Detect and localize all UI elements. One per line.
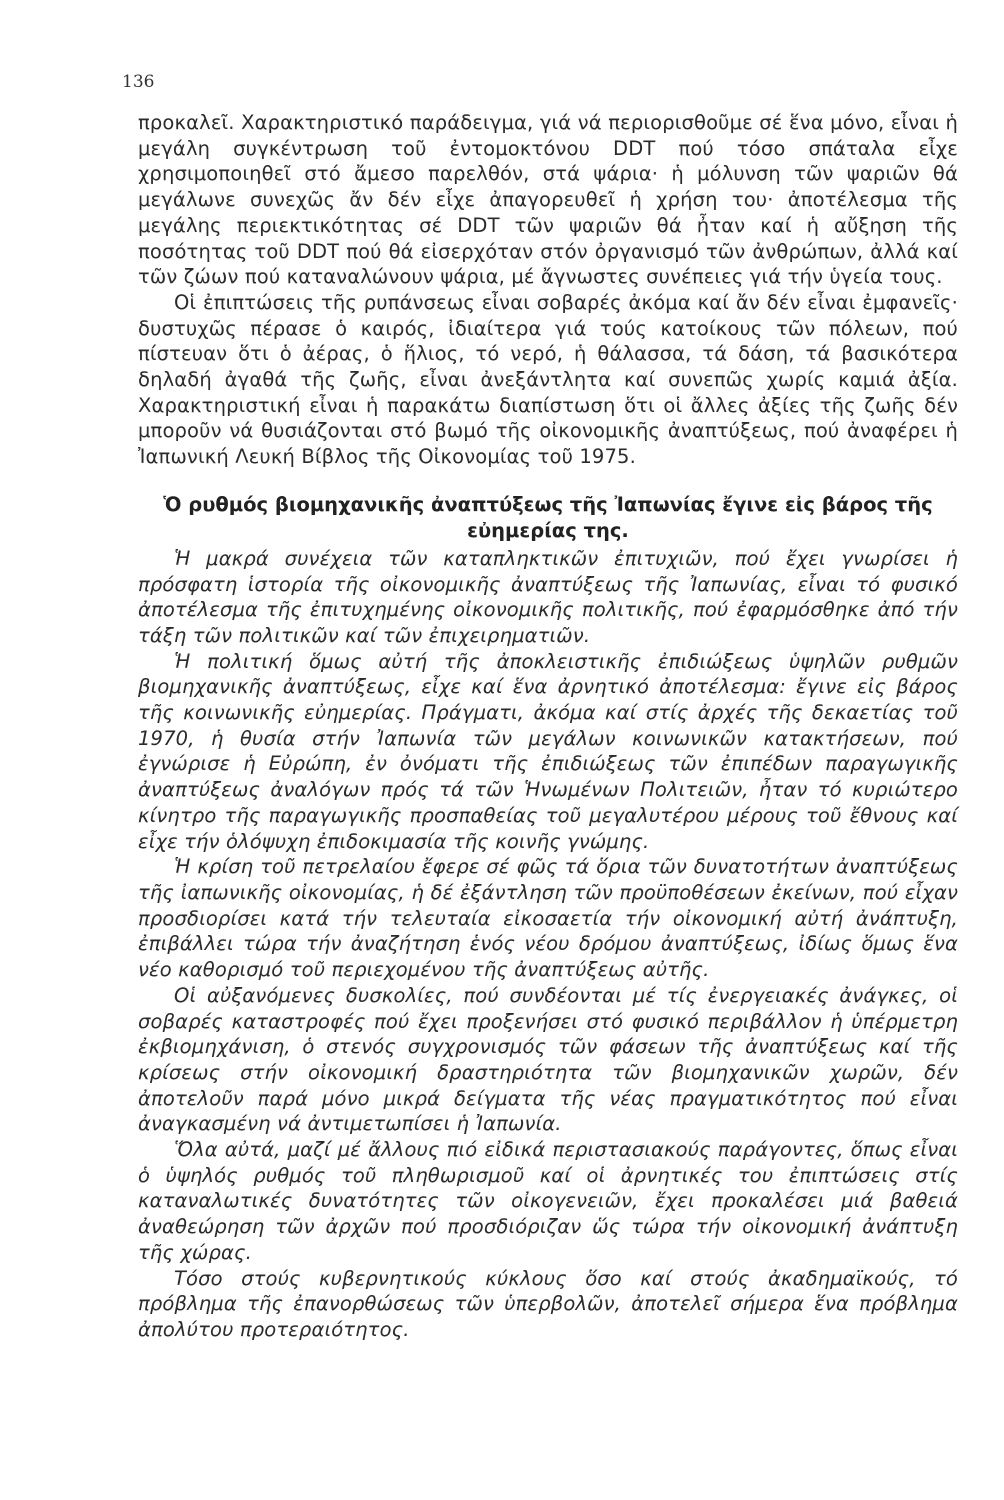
page-body (138, 110, 958, 1343)
quoted-paragraph: Ἡ μακρά συνέχεια τῶν καταπληκτικῶν ἐπιτυχιῶν, πού ἔχει γνωρίσει ἡ πρόσφατη ἱστορία τῆς οἰκονομικῆς ἀναπτύξεως τῆς Ἰαπωνίας, εἶναι τό φυσικό ἀποτέλεσμα τῆς ἐπιτυχημένης οἰκονομικῆς πολιτικῆς, πού ἐφαρμόσθηκε ἀπό τήν τάξη τῶν πολιτικῶν καί τῶν ἐπιχειρηματιῶν. (138, 546, 958, 647)
body-paragraph: Οἱ ἐπιπτώσεις τῆς ρυπάνσεως εἶναι σοβαρές ἀκόμα καί ἄν δέν εἶναι ἐμφανεῖς· δυστυχῶς πέρασε ὁ καιρός, ἰδιαίτερα γιά τούς κατοίκους τῶν πόλεων, πού πίστευαν ὅτι ὁ ἀέρας, ὁ ἥλιος, τό νερό, ἡ θάλασσα, τά δάση, τά βασικότερα δηλαδή ἀγαθά τῆς ζωῆς, εἶναι ἀνεξάντλητα καί συνεπῶς χωρίς καμιά ἀξία. Χαρακτηριστική εἶναι ἡ παρακάτω διαπίστωση ὅτι οἱ ἄλλες ἀξίες τῆς ζωῆς δέν μποροῦν νά θυσιάζονται στό βωμό τῆς οἰκονομικῆς ἀναπτύξεως, πού ἀναφέρει ἡ Ἰαπωνική Λευκή Βίβλος τῆς Οἰκονομίας τοῦ 1975. (138, 290, 958, 469)
quoted-paragraph: Τόσο στούς κυβερνητικούς κύκλους ὅσο καί στούς ἀκαδημαϊκούς, τό πρόβλημα τῆς ἐπανορθώσεως τῶν ὑπερβολῶν, ἀποτελεῖ σήμερα ἕνα πρόβλημα ἀπολύτου προτεραιότητος. (138, 1266, 958, 1341)
body-paragraph: προκαλεῖ. Χαρακτηριστικό παράδειγμα, γιά νά περιορισθοῦμε σέ ἕνα μόνο, εἶναι ἡ μεγάλη συγκέντρωση τοῦ ἐντομοκτόνου DDT πού τόσο σπάταλα εἶχε χρησιμοποιηθεῖ στό ἄμεσο παρελθόν, στά ψάρια· ἡ μόλυνση τῶν ψαριῶν θά μεγάλωνε συνεχῶς ἄν δέν εἶχε ἀπαγορευθεῖ ἡ χρήση του· ἀποτέλεσμα τῆς μεγάλης περιεκτικότητας σέ DDT τῶν ψαριῶν θά ἦταν καί ἡ αὔξηση τῆς ποσότητας τοῦ DDT πού θά εἰσερχόταν στόν ὀργανισμό τῶν ἀνθρώπων, ἀλλά καί τῶν ζώων πού καταναλώνουν ψάρια, μέ ἄγνωστες συνέπειες γιά τήν ὑγεία τους. (138, 111, 958, 289)
page-number: 136 (122, 72, 155, 92)
quoted-paragraph: Ἡ κρίση τοῦ πετρελαίου ἔφερε σέ φῶς τά ὅρια τῶν δυνατοτήτων ἀναπτύξεως τῆς ἰαπωνικῆς οἰκονομίας, ἡ δέ ἐξάντληση τῶν προϋποθέσεων ἐκείνων, πού εἶχαν προσδιορίσει κατά τήν τελευταία εἰκοσαετία τήν οἰκονομική αὐτή ἀνάπτυξη, ἐπιβάλλει τώρα τήν ἀναζήτηση ἑνός νέου δρόμου ἀναπτύξεως, ἰδίως ὅμως ἕνα νέο καθορισμό τοῦ περιεχομένου τῆς ἀναπτύξεως αὐτῆς. (138, 855, 958, 982)
quoted-paragraph: Ὅλα αὐτά, μαζί μέ ἄλλους πιό εἰδικά περιστασιακούς παράγοντες, ὅπως εἶναι ὁ ὑψηλός ρυθμός τοῦ πληθωρισμοῦ καί οἱ ἀρνητικές του ἐπιπτώσεις στίς καταναλωτικές δυνατότητες τῶν οἰκογενειῶν, ἔχει προκαλέσει μιά βαθειά ἀναθεώρηση τῶν ἀρχῶν πού προσδιόριζαν ὥς τώρα τήν οἰκονομική ἀνάπτυξη τῆς χώρας. (138, 1138, 958, 1264)
quoted-paragraph: Ἡ πολιτική ὅμως αὐτή τῆς ἀποκλειστικῆς ἐπιδιώξεως ὑψηλῶν ρυθμῶν βιομηχανικῆς ἀναπτύξεως, εἶχε καί ἕνα ἀρνητικό ἀποτέλεσμα: ἔγινε εἰς βάρος τῆς κοινωνικῆς εὐημερίας. Πράγματι, ἀκόμα καί στίς ἀρχές τῆς δεκαετίας τοῦ 1970, ἡ θυσία στήν Ἰαπωνία τῶν μεγάλων κοινωνικῶν κατακτήσεων, πού ἐγνώρισε ἡ Εὐρώπη, ἐν ὀνόματι τῆς ἐπιδιώξεως τῶν ἐπιπέδων παραγωγικῆς ἀναπτύξεως ἀναλόγων πρός τά τῶν Ἡνωμένων Πολιτειῶν, ἦταν τό κυριώτερο κίνητρο τῆς παραγωγικῆς προσπαθείας τοῦ μεγαλυτέρου μέρους τοῦ ἔθνους καί εἶχε τήν ὁλόψυχη ἐπιδοκιμασία τῆς κοινῆς γνώμης. (138, 649, 958, 853)
quoted-paragraph: Οἱ αὐξανόμενες δυσκολίες, πού συνδέονται μέ τίς ἐνεργειακές ἀνάγκες, οἱ σοβαρές καταστροφές πού ἔχει προξενήσει στό φυσικό περιβάλλον ἡ ὑπέρμετρη ἐκβιομηχάνιση, ὁ στενός συγχρονισμός τῶν φάσεων τῆς ἀναπτύξεως καί τῆς κρίσεως στήν οἰκονομική δραστηριότητα τῶν βιομηχανικῶν χωρῶν, δέν ἀποτελοῦν παρά μόνο μικρά δείγματα τῆς νέας πραγματικότητος πού εἶναι ἀναγκασμένη νά ἀντιμετωπίσει ἡ Ἰαπωνία. (138, 983, 958, 1136)
section-heading: Ὁ ρυθμός βιομηχανικῆς ἀναπτύξεως τῆς Ἰαπωνίας ἔγινε εἰς βάρος τῆς εὐημερίας της. (163, 492, 933, 542)
